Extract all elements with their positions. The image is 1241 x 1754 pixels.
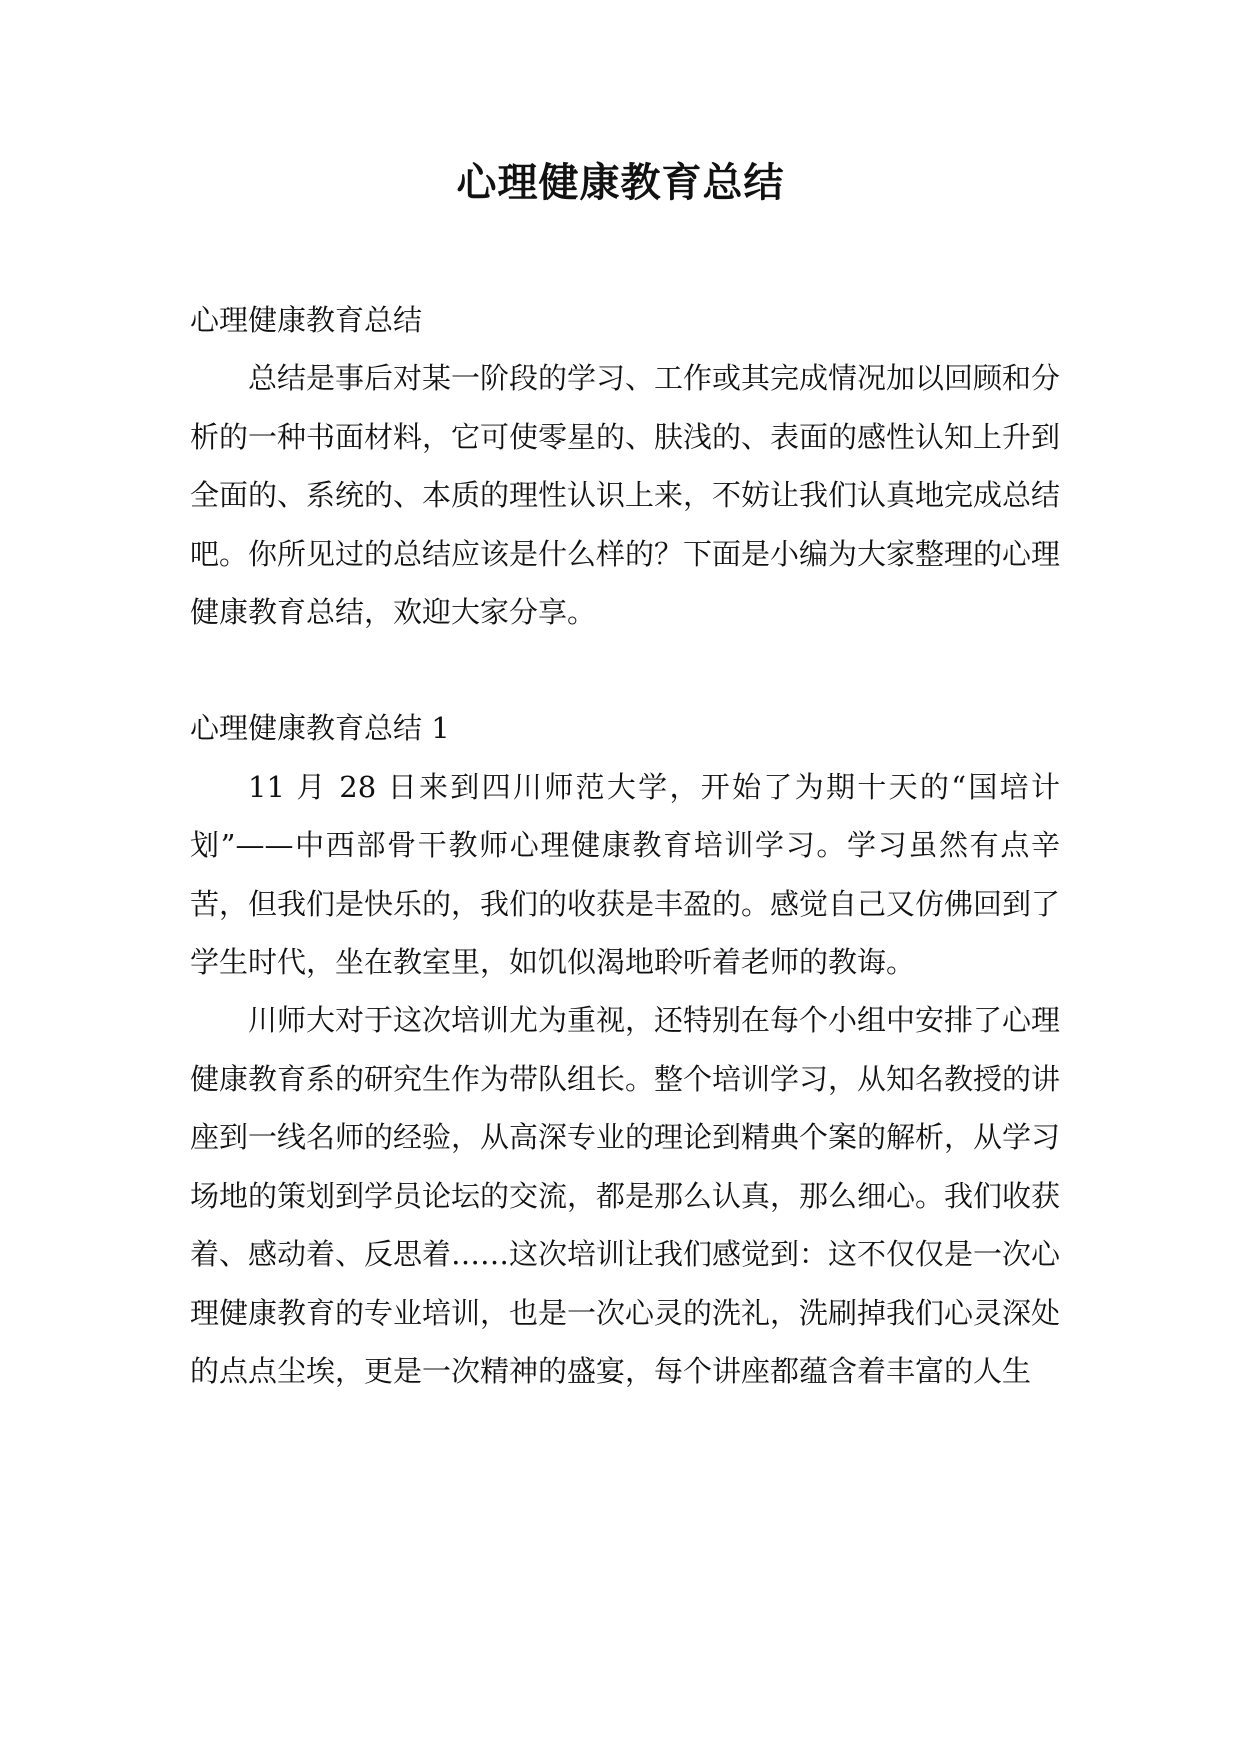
- section-1-heading: 心理健康教育总结 1: [190, 711, 450, 746]
- intro-paragraph: 总结是事后对某一阶段的学习、工作或其完成情况加以回顾和分析的一种书面材料，它可使零星的、肤浅的、表面的感性认知上升到全面的、系统的、本质的理性认识上来，不妨让我们认真地完成总结吧。你所见过的总结应该是什么样的？下面是小编为大家整理的心理健康教育总结，欢迎大家分享。: [190, 361, 1061, 630]
- document-title: 心理健康教育总结: [456, 160, 785, 206]
- intro-heading: 心理健康教育总结: [190, 303, 423, 337]
- document-body: [190, 291, 1060, 1400]
- section-1-paragraph-1: 11 月 28 日来到四川师范大学，开始了为期十天的“国培计划”——中西部骨干教师心理健康教育培训学习。学习虽然有点辛苦，但我们是快乐的，我们的收获是丰盈的。感觉自己又仿佛回到了学生时代，坐在教室里，如饥似渴地聆听着老师的教诲。: [190, 769, 1061, 980]
- section-spacer: [190, 641, 1060, 699]
- section-1-paragraph-2: 川师大对于这次培训尤为重视，还特别在每个小组中安排了心理健康教育系的研究生作为带队组长。整个培训学习，从知名教授的讲座到一线名师的经验，从高深专业的理论到精典个案的解析，从学习场地的策划到学员论坛的交流，都是那么认真，那么细心。我们收获着、感动着、反思着……这次培训让我们感觉到：这不仅仅是一次心理健康教育的专业培训，也是一次心灵的洗礼，洗刷掉我们心灵深处的点点尘埃，更是一次精神的盛宴，每个讲座都蕴含着丰富的人生: [190, 1003, 1061, 1388]
